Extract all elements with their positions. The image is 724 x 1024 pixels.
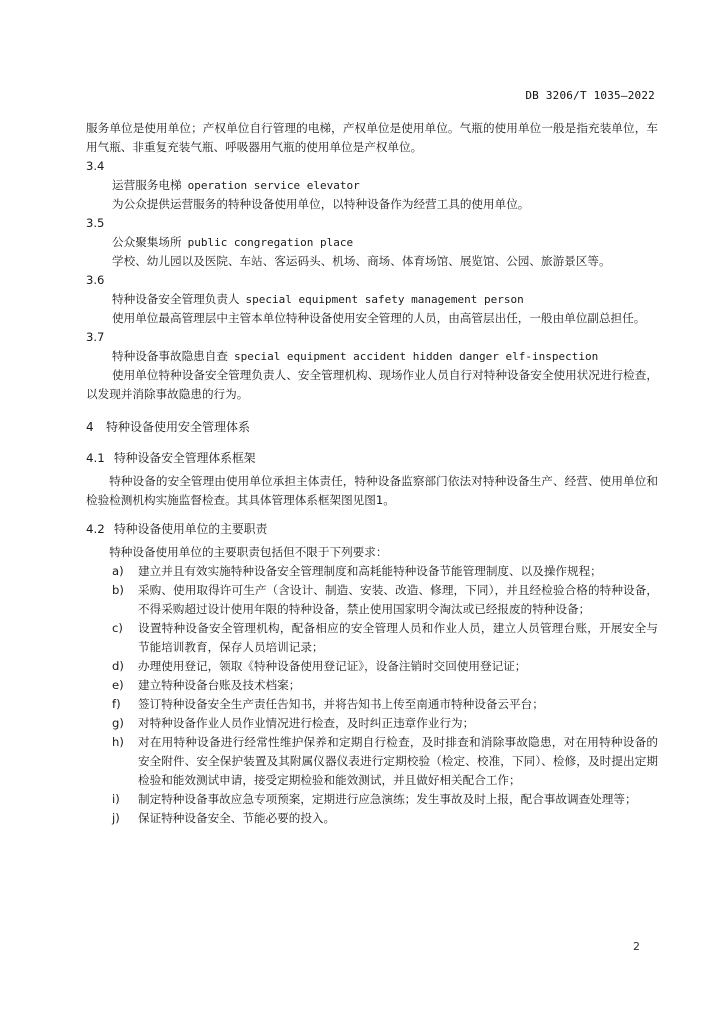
section-4-1-paragraph: 特种设备的安全管理由使用单位承担主体责任，特种设备监察部门依法对特种设备生产、经营、使用单位和检验检测机构实施监督检查。其具体管理体系框架图见图1。 [86,474,658,507]
list-item [86,733,658,790]
term-cn: 特种设备事故隐患自查 [112,349,228,363]
section-number: 4.1 [86,451,105,465]
list-item [86,809,658,828]
section-4-heading [86,418,658,437]
section-title: 特种设备安全管理体系框架 [114,451,256,465]
list-item-text: 办理使用登记，领取《特种设备使用登记证》，设备注销时交回使用登记证； [138,659,527,673]
term-3-4 [86,157,658,214]
section-title: 特种设备使用单位的主要职责 [114,522,268,536]
list-item [86,657,658,676]
term-cn: 运营服务电梯 [112,178,182,192]
list-item-text: 保证特种设备安全、节能必要的投入。 [138,811,336,825]
list-marker: i) [112,792,120,806]
term-definition: 学校、幼儿园以及医院、车站、客运码头、机场、商场、体育场馆、展览馆、公园、旅游景区等。 [112,254,611,268]
term-title [86,176,658,195]
list-item [86,562,658,581]
term-cn: 特种设备安全管理负责人 [112,292,240,306]
term-number: 3.6 [86,273,105,287]
list-item-text: 建立并且有效实施特种设备安全管理制度和高耗能特种设备节能管理制度、以及操作规程； [138,564,602,578]
term-3-7 [86,328,658,404]
list-item-text: 制定特种设备事故应急专项预案，定期进行应急演练；发生事故及时上报，配合事故调查处理等； [138,792,637,806]
term-definition: 为公众提供运营服务的特种设备使用单位，以特种设备作为经营工具的使用单位。 [112,197,530,211]
term-title [86,290,658,309]
list-item-text: 对在用特种设备进行经常性维护保养和定期自行检查，及时排查和消除事故隐患，对在用特种设备的安全附件、安全保护装置及其附属仪器仪表进行定期校验（检定、校准，下同）、检修，及时提出定期检验和能效测试申请，接受定期检验和能效测试，并且做好相关配合工作； [138,735,658,787]
list-item-text: 采购、使用取得许可生产（含设计、制造、安装、改造、修理，下同），并且经检验合格的特种设备，不得采购超过设计使用年限的特种设备，禁止使用国家明令淘汰或已经报废的特种设备； [138,583,658,616]
list-marker: h) [112,735,124,749]
term-3-6 [86,271,658,328]
list-marker: f) [112,697,121,711]
list-item [86,619,658,657]
term-number: 3.5 [86,216,105,230]
term-en: public congregation place [187,236,354,249]
term-en: operation service elevator [187,179,360,192]
section-number: 4.2 [86,522,105,536]
section-title: 特种设备使用安全管理体系 [106,420,251,434]
list-item [86,676,658,695]
duties-list [86,562,658,828]
term-number: 3.4 [86,159,105,173]
list-item [86,581,658,619]
list-marker: c) [112,621,123,635]
term-3-5 [86,214,658,271]
list-item-text: 对特种设备作业人员作业情况进行检查，及时纠正违章作业行为； [138,716,475,730]
standard-code: DB 3206/T 1035—2022 [525,89,655,102]
list-item-text: 签订特种设备安全生产责任告知书，并将告知书上传至南通市特种设备云平台； [138,697,544,711]
list-item-text: 建立特种设备台账及技术档案； [138,678,301,692]
intro-paragraph: 服务单位是使用单位；产权单位自行管理的电梯，产权单位是使用单位。气瓶的使用单位一般是指充装单位，车用气瓶、非重复充装气瓶、呼吸器用气瓶的使用单位是产权单位。 [86,121,658,154]
list-marker: d) [112,659,124,673]
list-item-text: 设置特种设备安全管理机构，配备相应的安全管理人员和作业人员，建立人员管理台账，开展安全与节能培训教育，保存人员培训记录； [138,621,658,654]
term-definition: 使用单位最高管理层中主管本单位特种设备使用安全管理的人员，由高管层出任，一般由单位副总担任。 [112,311,646,325]
section-4-1-heading [86,449,658,468]
page-content [86,119,658,828]
section-4-2-heading [86,520,658,539]
term-number: 3.7 [86,330,105,344]
section-number: 4 [86,420,94,434]
term-en: special equipment accident hidden danger elf-inspection [233,350,599,363]
term-cn: 公众聚集场所 [112,235,182,249]
list-marker: e) [112,678,124,692]
term-en: special equipment safety management person [245,293,524,306]
list-item [86,695,658,714]
list-marker: g) [112,716,124,730]
list-item [86,714,658,733]
section-4-2-lead: 特种设备使用单位的主要职责包括但不限于下列要求： [109,545,388,559]
list-marker: b) [112,583,124,597]
term-definition: 使用单位特种设备安全管理负责人、安全管理机构、现场作业人员自行对特种设备安全使用状况进行检查，以发现并消除事故隐患的行为。 [86,368,658,401]
list-marker: a) [112,564,124,578]
page-number: 2 [633,940,640,953]
list-marker: j) [112,811,120,825]
term-title [86,233,658,252]
term-title [86,347,658,366]
list-item [86,790,658,809]
